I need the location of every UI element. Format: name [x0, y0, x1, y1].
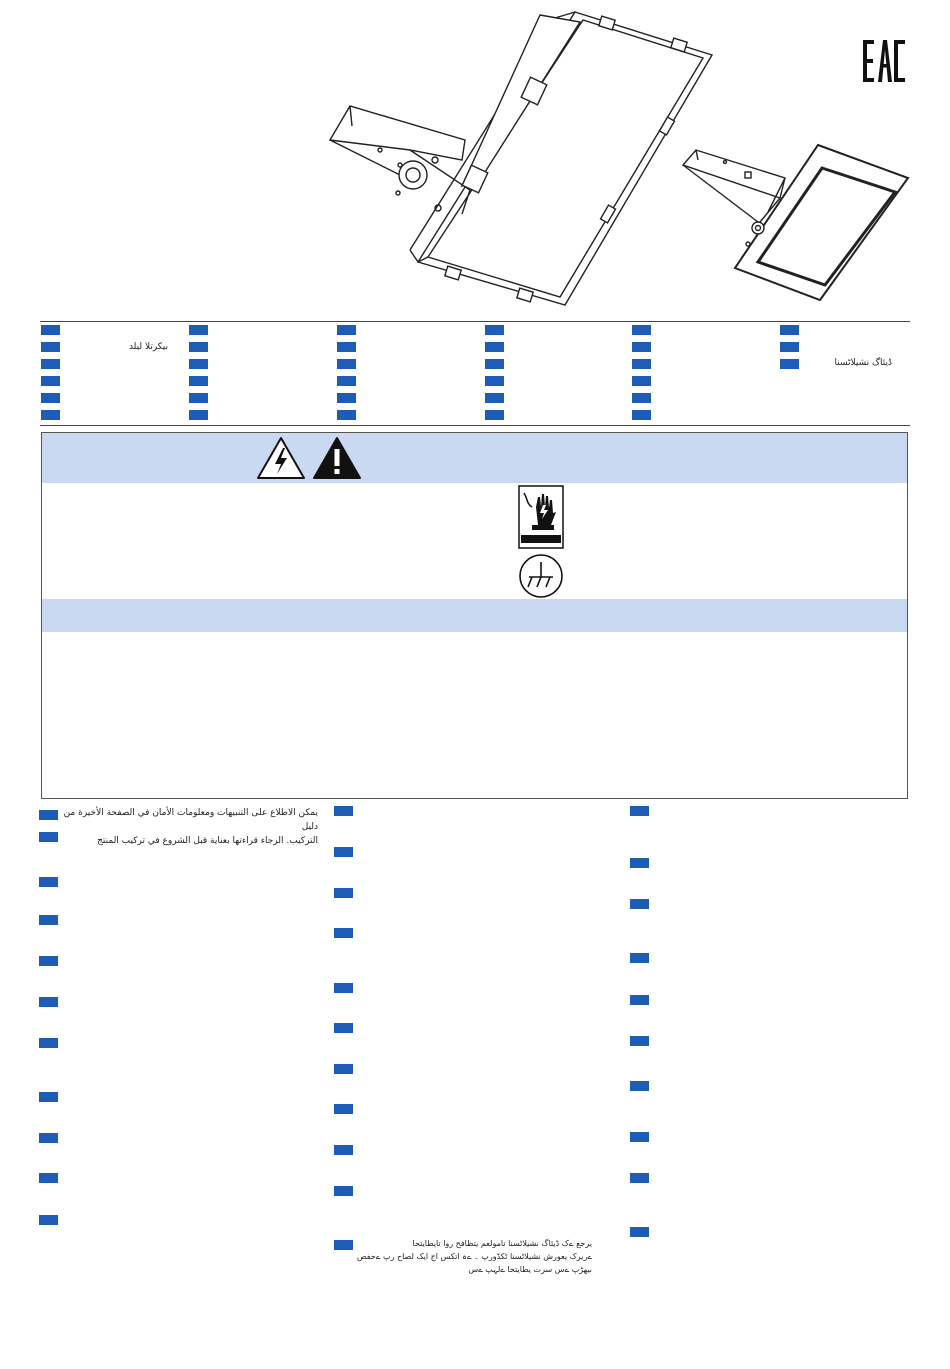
language-tag: [632, 359, 651, 369]
language-tag: [39, 1038, 58, 1048]
language-tag: [780, 325, 799, 335]
warning-header-band: [42, 433, 907, 483]
language-tag: [337, 410, 356, 420]
language-tag: [39, 1173, 58, 1183]
language-tag: [189, 376, 208, 386]
urdu-note-line-2: ےریرک یعورش نشیلاٹسنا ٹکڈورپ ۔ ےہ اتکس اج ایک لصاح رپ ےحفص: [356, 1252, 592, 1261]
no-touch-hand-icon: [518, 485, 564, 549]
language-tag: [485, 376, 504, 386]
language-tag: [189, 359, 208, 369]
language-tag: [41, 393, 60, 403]
language-tag: [780, 359, 799, 369]
arabic-safety-note: [62, 806, 318, 848]
language-tag: [630, 995, 649, 1005]
language-tag: [334, 847, 353, 857]
language-tag: [41, 325, 60, 335]
small-floodlight-image: [683, 145, 908, 300]
language-tag: [630, 858, 649, 868]
language-tag: [632, 342, 651, 352]
language-tag: [189, 325, 208, 335]
language-tag: [39, 997, 58, 1007]
language-tag: [337, 393, 356, 403]
language-tag: [485, 359, 504, 369]
language-tag: [41, 359, 60, 369]
language-tag: [780, 342, 799, 352]
language-tag: [334, 1064, 353, 1074]
language-tag: [334, 1023, 353, 1033]
grid-label-urdu: ڈیئاگ نشیلاٹسنا: [834, 358, 892, 368]
language-tag: [632, 325, 651, 335]
caution-triangle-icon: [312, 436, 362, 480]
warning-mid-band: [42, 599, 907, 632]
language-tag: [189, 393, 208, 403]
language-tag: [334, 888, 353, 898]
language-tag: [630, 1132, 649, 1142]
language-tag: [334, 928, 353, 938]
language-tag: [337, 376, 356, 386]
eac-mark-icon: [863, 40, 905, 82]
language-tag: [485, 410, 504, 420]
language-tag: [39, 1215, 58, 1225]
arabic-note-line-1: يمكن الاطلاع على التنبيهات ومعلومات الأمان في الصفحة الأخيرة من دليل: [63, 808, 318, 832]
large-floodlight-image: [330, 12, 712, 305]
arabic-note-line-2: التركيب. الرجاء قراءتها بعناية قبل الشروع في تركيب المنتج: [97, 836, 318, 846]
language-tag: [630, 953, 649, 963]
electric-hazard-triangle-icon: [256, 436, 306, 480]
language-tag: [41, 342, 60, 352]
language-tag: [630, 1173, 649, 1183]
protective-earth-icon: [518, 553, 564, 599]
language-tag: [630, 899, 649, 909]
language-tag: [39, 810, 58, 820]
urdu-note-line-3: ںیھڑپ ےس سرت یطایتحا ےلہپ ےس: [468, 1265, 592, 1274]
grid-label-arabic: بيكرتلا ليلد: [128, 342, 168, 352]
language-tag: [189, 410, 208, 420]
language-tag: [337, 325, 356, 335]
language-tag: [630, 1081, 649, 1091]
language-tag: [334, 1104, 353, 1114]
language-tag: [334, 1145, 353, 1155]
language-tag: [334, 806, 353, 816]
language-tag: [39, 1092, 58, 1102]
language-tag: [41, 410, 60, 420]
product-illustration: [320, 0, 920, 315]
language-tag: [337, 342, 356, 352]
language-tag: [485, 325, 504, 335]
language-tag: [334, 983, 353, 993]
language-tag: [41, 376, 60, 386]
language-tag: [39, 956, 58, 966]
language-tag: [485, 393, 504, 403]
language-tag: [630, 1227, 649, 1237]
language-tag: [39, 832, 58, 842]
language-tag: [630, 1036, 649, 1046]
urdu-safety-note: [340, 1237, 592, 1276]
language-tag: [632, 410, 651, 420]
language-tag: [485, 342, 504, 352]
warning-box: [41, 432, 908, 799]
urdu-note-line-1: یرجع ےک ڈیئاگ نشیلاٹسنا تامولعم یتظافح روا تایطایتحا: [412, 1239, 592, 1248]
grid-top-rule: [40, 321, 910, 322]
language-tag: [39, 915, 58, 925]
language-tag: [632, 393, 651, 403]
grid-bottom-rule: [40, 425, 910, 426]
language-tag: [189, 342, 208, 352]
language-tag: [632, 376, 651, 386]
language-tag: [337, 359, 356, 369]
language-tag: [39, 877, 58, 887]
language-tag: [334, 1186, 353, 1196]
language-tag: [630, 806, 649, 816]
language-tag: [39, 1133, 58, 1143]
